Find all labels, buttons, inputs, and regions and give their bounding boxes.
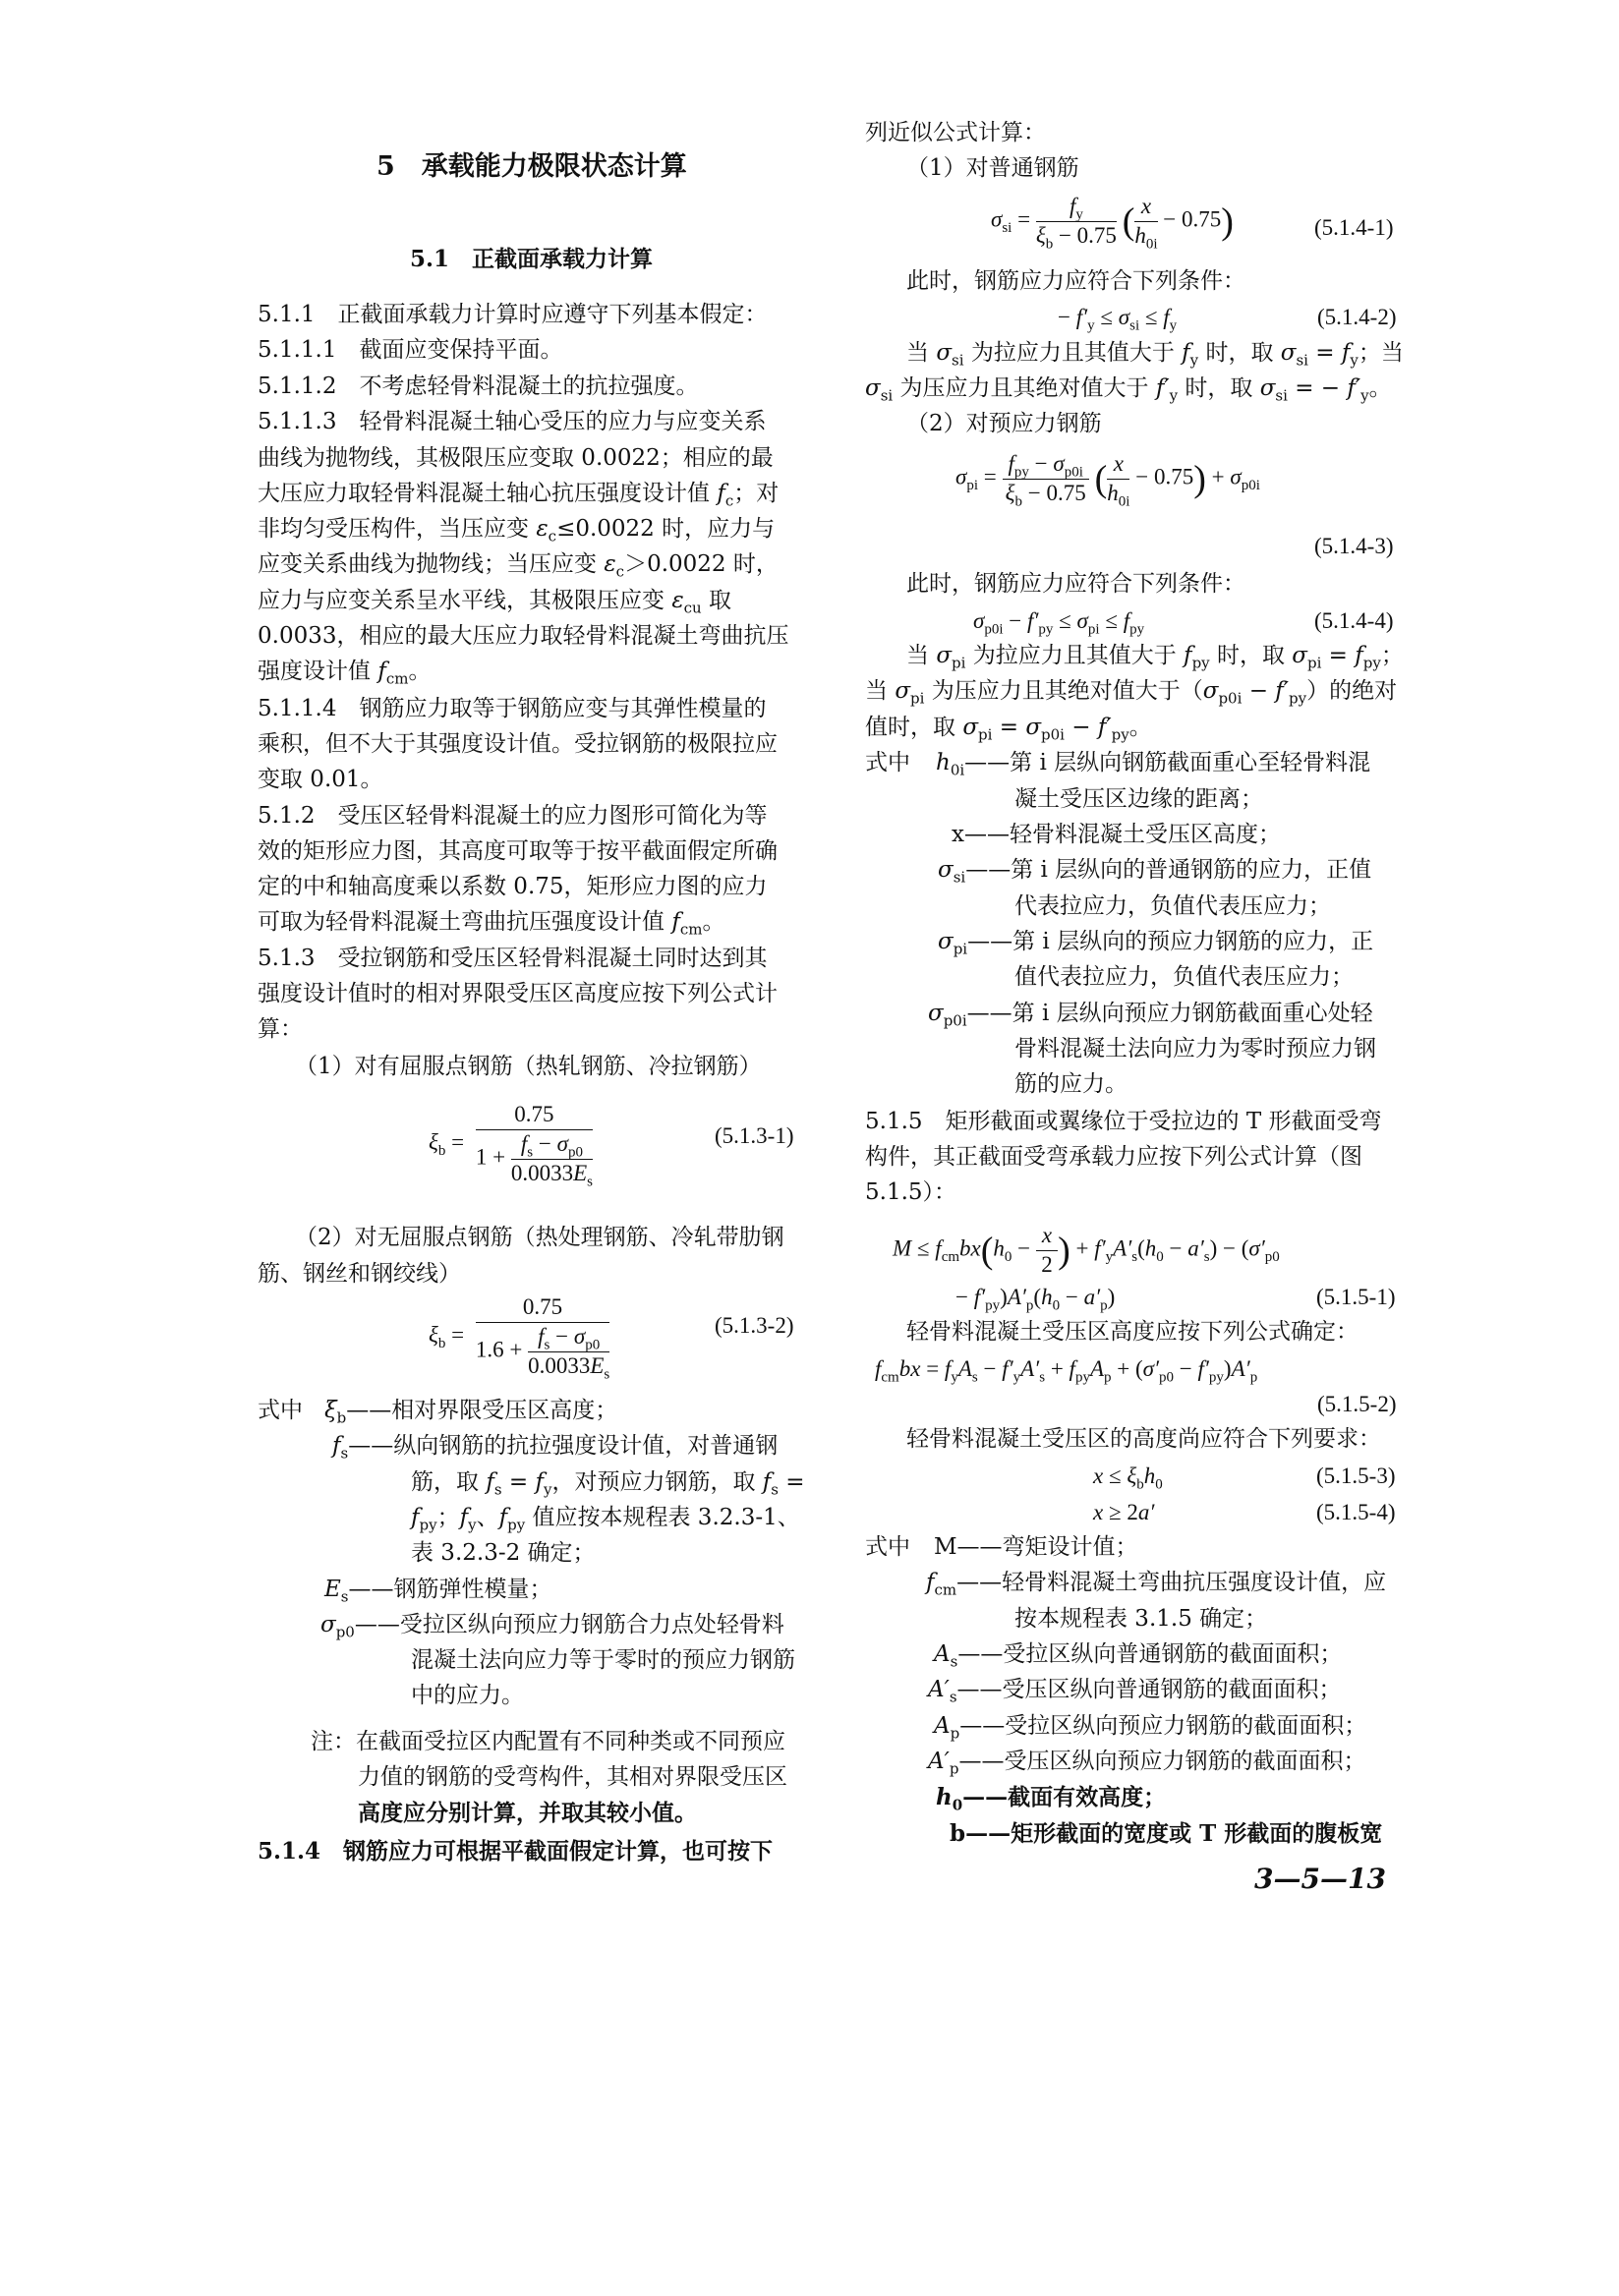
definition-line: $A'_s——$受压区纵向普通钢筋的截面面积； — [928, 1677, 1342, 1706]
equation-tag: (5.1.5-1) — [1316, 1285, 1396, 1309]
eq1-numerator: 0.75 — [476, 1101, 593, 1130]
definition-line: $\sigma_{p0i}——$第 i 层纵向预应力钢筋截面重心处轻 — [928, 1001, 1373, 1030]
rule-line: 当 $\sigma_{pi}$ 为拉应力且其值大于 $f_{py}$ 时，取 $\sigma_{pi} = f_{py}$； — [906, 643, 1404, 672]
where-label: 式中 — [258, 1398, 303, 1423]
equation-tag: (5.1.5-4) — [1316, 1500, 1396, 1524]
definition-line: 筋，取 $f_s = f_y$，对预应力钢筋，取 $f_s$ = — [411, 1469, 805, 1499]
rule-line: 当 $\sigma_{si}$ 为拉应力且其值大于 $f_y$ 时，取 $\sigma_{si} = f_y$；当 — [906, 340, 1404, 370]
clause-5-1-1-3-line: 大压应力取轻骨料混凝土轴心抗压强度设计值 $f_c$；对 — [258, 481, 780, 510]
definition-line: $f_s——$纵向钢筋的抗拉强度设计值，对普通钢 — [332, 1433, 779, 1463]
case-2-line: 筋、钢丝和钢绞线） — [258, 1261, 461, 1287]
definition-line: 按本规程表 3.1.5 确定； — [1014, 1606, 1268, 1632]
equation-tag: (5.1.5-3) — [1316, 1464, 1396, 1488]
definition-line: 筋的应力。 — [1014, 1071, 1128, 1097]
clause-5-1-5-line: 构件，其正截面受弯承载力应按下列公式计算（图 — [865, 1144, 1362, 1170]
case-2-heading: （2）对预应力钢筋 — [906, 411, 1102, 436]
clause-5-1-5-line: 5.1.5 矩形截面或翼缘位于受拉边的 T 形截面受弯 — [865, 1109, 1382, 1134]
case-1-heading: （1）对有屈服点钢筋（热轧钢筋、冷拉钢筋） — [295, 1054, 762, 1079]
definition-line: x——轻骨料混凝土受压区高度； — [952, 822, 1281, 847]
definition-line: 混凝土法向应力等于零时的预应力钢筋 — [411, 1647, 795, 1673]
definition-line: $A_s——$受拉区纵向普通钢筋的截面面积； — [934, 1641, 1343, 1671]
clause-5-1-4: 5.1.4 钢筋应力可根据平截面假定计算，也可按下 — [258, 1838, 774, 1865]
equation-tag: (5.1.4-1) — [1314, 215, 1394, 240]
equation-tag: (5.1.3-1) — [715, 1123, 794, 1148]
case-2-line: （2）对无屈服点钢筋（热处理钢筋、冷轧带肋钢 — [295, 1225, 784, 1250]
note-line: 高度应分别计算，并取其较小值。 — [358, 1800, 697, 1826]
equation-tag: (5.1.4-3) — [1314, 534, 1394, 558]
definition-line: $\sigma_{p0}——$受拉区纵向预应力钢筋合力点处轻骨料 — [320, 1612, 784, 1641]
text-line: 轻骨料混凝土受压区高度应按下列公式确定： — [906, 1319, 1359, 1345]
equation-5-1-3-1: $\xi_b$ = 0.75 1 + $\frac{f_s - \sigma_{p0}}{0.0033E_s}$ — [429, 1102, 593, 1190]
clause-5-1-2-line: 可取为轻骨料混凝土弯曲抗压强度设计值 $f_{cm}$。 — [258, 909, 725, 939]
definition-line: 表 3.2.3-2 确定； — [411, 1540, 596, 1566]
clause-5-1-2-line: 5.1.2 受压区轻骨料混凝土的应力图形可简化为等 — [258, 803, 768, 829]
equation-tag: (5.1.4-2) — [1317, 305, 1397, 329]
clause-5-1-1-3-line: 应变关系曲线为抛物线；当压应变 $\varepsilon_c>0.0022$ 时， — [258, 551, 779, 581]
clause-5-1-1-2: 5.1.1.2 不考虑轻骨料混凝土的抗拉强度。 — [258, 373, 699, 399]
equation-tag: (5.1.3-2) — [715, 1313, 794, 1338]
condition-heading: 此时，钢筋应力应符合下列条件： — [906, 571, 1245, 597]
definition-line: $\sigma_{si}——$第 i 层纵向的普通钢筋的应力，正值 — [938, 857, 1372, 887]
clause-5-1-1-3-line: 0.0033，相应的最大压应力取轻骨料混凝土弯曲抗压 — [258, 623, 789, 649]
equation-5-1-5-1: $M \le f_{cm}bx(h_0$ − $\frac{x}{2}$ ) + $f'_yA'_s(h_0 - a'_s) - (\sigma'_{p0}$ — [893, 1223, 1280, 1277]
definition-line: $h_{0i}——$第 i 层纵向钢筋截面重心至轻骨料混 — [936, 750, 1371, 779]
where-label: 式中 — [865, 1534, 910, 1560]
condition-heading: 此时，钢筋应力应符合下列条件： — [906, 268, 1245, 294]
definition-line: $E_s——$钢筋弹性模量； — [324, 1577, 552, 1606]
clause-5-1-3-line: 强度设计值时的相对界限受压区高度应按下列公式计 — [258, 981, 778, 1006]
clause-5-1-3-line: 算： — [258, 1016, 303, 1042]
clause-5-1-1-3-line: 应力与应变关系呈水平线，其极限压应变 $\varepsilon_{cu}$ 取 — [258, 588, 732, 617]
section-title: 5.1 正截面承载力计算 — [410, 246, 654, 272]
definition-line: 中的应力。 — [411, 1683, 524, 1708]
equation-5-1-5-3: $x \le \xi_bh_0$ — [1093, 1464, 1163, 1493]
equation-tag: (5.1.4-4) — [1314, 608, 1394, 633]
equation-5-1-3-2: $\xi_b$ = 0.75 1.6 + $\frac{f_s - \sigma_{p0}}{0.0033E_s}$ — [429, 1294, 610, 1383]
equation-5-1-4-4: $\sigma_{p0i} - f'_{py} \le \sigma_{pi} \le f_{py}$ — [973, 608, 1145, 638]
definition-line: 代表拉应力，负值代表压应力； — [1014, 893, 1331, 919]
definition-line: $A'_p——$受压区纵向预应力钢筋的截面面积； — [928, 1749, 1366, 1778]
clause-5-1-1-3-line: 5.1.1.3 轻骨料混凝土轴心受压的应力与应变关系 — [258, 409, 767, 434]
definition-line: 骨料混凝土法向应力为零时预应力钢 — [1014, 1036, 1376, 1062]
definition-line: b——矩形截面的宽度或 T 形截面的腹板宽 — [950, 1820, 1383, 1847]
clause-5-1-1-3-line: 非均匀受压构件，当压应变 $\varepsilon_c\le 0.0022$ 时，应力与 — [258, 516, 776, 545]
equation-5-1-5-2: $f_{cm}bx = f_yA_s - f'_yA'_s + f_{py}A_p + (\sigma'_{p0} - f'_{py})A'_p$ — [875, 1356, 1258, 1386]
note-line: 注：在截面受拉区内配置有不同种类或不同预应 — [311, 1729, 785, 1754]
definition-line: 凝土受压区边缘的距离； — [1014, 786, 1263, 812]
clause-5-1-5-line: 5.1.5）： — [865, 1179, 957, 1205]
page-number: 3—5—13 — [1254, 1863, 1386, 1895]
clause-5-1-1-4-line: 变取 0.01。 — [258, 767, 383, 792]
continuation-line: 列近似公式计算： — [865, 120, 1046, 145]
text-line: 轻骨料混凝土受压区的高度尚应符合下列要求： — [906, 1426, 1381, 1452]
clause-5-1-1-3-line: 曲线为抛物线，其极限压应变取 0.0022；相应的最 — [258, 445, 774, 471]
clause-5-1-2-line: 定的中和轴高度乘以系数 0.75，矩形应力图的应力 — [258, 874, 768, 899]
clause-5-1-1-4-line: 乘积，但不大于其强度设计值。受拉钢筋的极限拉应 — [258, 731, 778, 757]
rule-line: $\sigma_{si}$ 为压应力且其绝对值大于 $f'_y$ 时，取 $\sigma_{si}$ = − $f'_y$。 — [865, 375, 1392, 405]
clause-5-1-1: 5.1.1 正截面承载力计算时应遵守下列基本假定： — [258, 302, 768, 327]
equation-5-1-5-4: x ≥ 2a′ — [1093, 1500, 1155, 1524]
clause-5-1-1-3-line: 强度设计值 $f_{cm}$。 — [258, 659, 432, 688]
equation-tag: (5.1.5-2) — [1317, 1392, 1397, 1416]
definition-line: $h_0——$截面有效高度； — [936, 1784, 1167, 1814]
definition-line: M——弯矩设计值； — [934, 1534, 1138, 1560]
definition-line: $f_{py}$；$f_y$、$f_{py}$ 值应按本规程表 3.2.3-1、 — [411, 1505, 800, 1534]
definition-line: $\xi_b——$相对界限受压区高度； — [324, 1398, 618, 1427]
where-label: 式中 — [865, 750, 910, 775]
definition-line: $\sigma_{pi}——$第 i 层纵向的预应力钢筋的应力，正 — [938, 929, 1374, 958]
chapter-title: 5 承载能力极限状态计算 — [376, 151, 687, 182]
equation-5-1-4-3: $\sigma_{pi}$ = $\frac{f_{py} - \sigma_{p0i}}{\xi_b - 0.75}$ ( $\frac{x}{h_{0i}}$ − $0.75) + \sigma_{p0i}$ — [955, 451, 1260, 510]
rule-line: 当 $\sigma_{pi}$ 为压应力且其绝对值大于$(\sigma_{p0i} - f'_{py})$的绝对 — [865, 678, 1398, 708]
note-line: 力值的钢筋的受弯构件，其相对界限受压区 — [358, 1764, 787, 1790]
clause-5-1-3-line: 5.1.3 受拉钢筋和受压区轻骨料混凝土同时达到其 — [258, 946, 768, 971]
definition-line: $f_{cm}——$轻骨料混凝土弯曲抗压强度设计值，应 — [926, 1570, 1387, 1599]
case-1-heading: （1）对普通钢筋 — [906, 155, 1079, 181]
rule-line: 值时，取 $\sigma_{pi} = \sigma_{p0i} - f'_{py}$。 — [865, 715, 1152, 744]
equation-5-1-4-1: $\sigma_{si}$ = $\frac{f_y}{\xi_b - 0.75}$ ( $\frac{x}{h_{0i}}$ − 0.75) — [991, 194, 1234, 253]
clause-5-1-2-line: 效的矩形应力图，其高度可取等于按平截面假定所确 — [258, 838, 778, 864]
equation-5-1-5-1-cont: − $f'_{py})A'_p(h_0 - a'_p)$ — [955, 1285, 1116, 1314]
eq2-numerator: 0.75 — [476, 1293, 609, 1323]
clause-5-1-1-4-line: 5.1.1.4 钢筋应力取等于钢筋应变与其弹性模量的 — [258, 696, 767, 721]
definition-line: $A_p——$受拉区纵向预应力钢筋的截面面积； — [934, 1713, 1367, 1743]
equation-5-1-4-2: − $f'_y \le \sigma_{si} \le f_y$ — [1058, 305, 1178, 334]
clause-5-1-1-1: 5.1.1.1 截面应变保持平面。 — [258, 337, 563, 363]
definition-line: 值代表拉应力，负值代表压应力； — [1014, 964, 1354, 990]
